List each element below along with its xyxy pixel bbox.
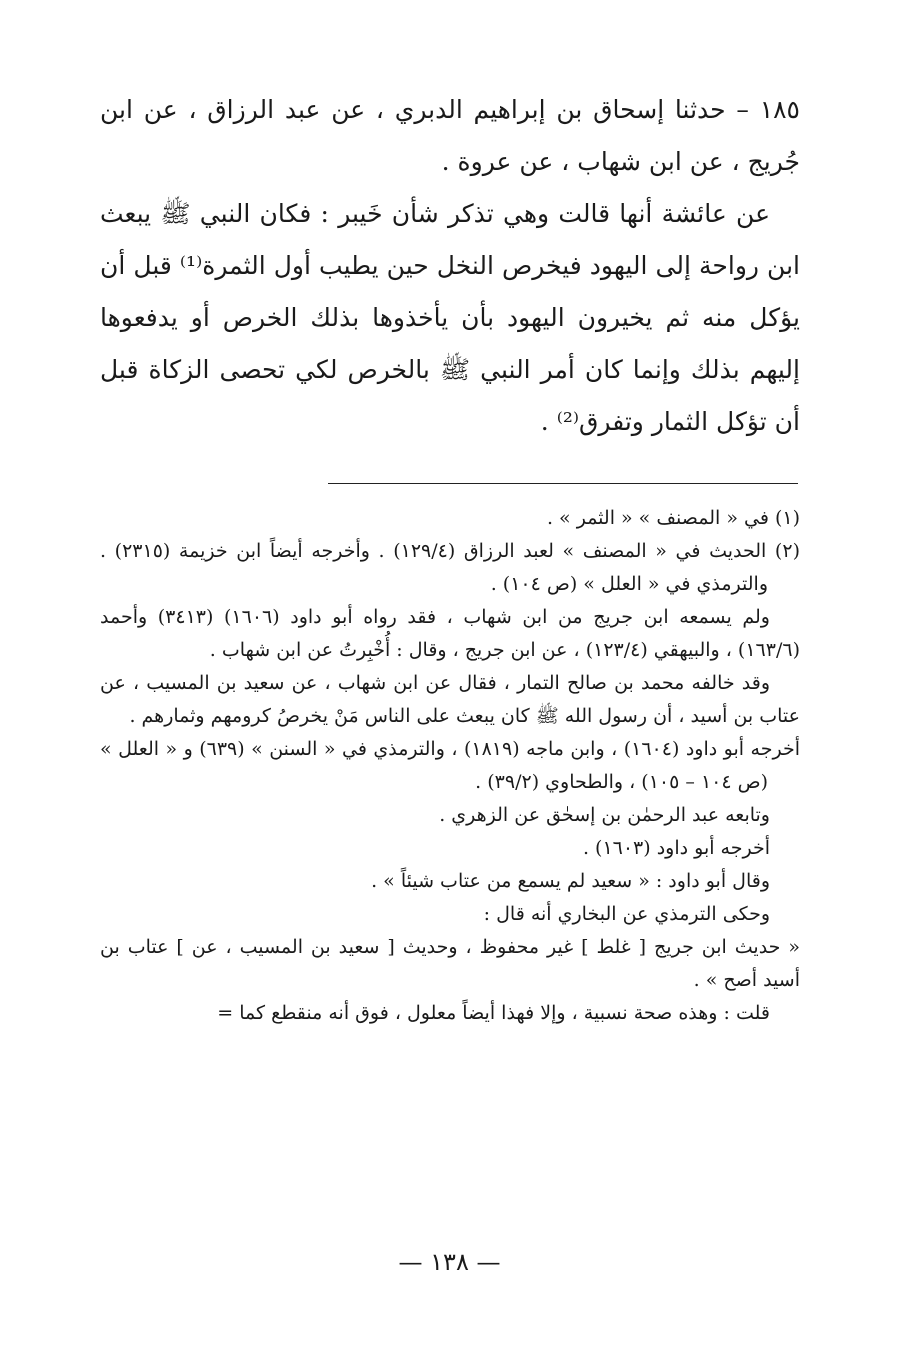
footnote-paragraph: وقد خالفه محمد بن صالح التمار ، فقال عن ابن شهاب ، عن سعيد بن المسيب ، عن عتاب بن أسيد ، أن رسول الله ﷺ كان يبعث على الناس مَنْ يخرصُ كرومهم وثمارهم . (100, 672, 800, 727)
footnote-paragraph: ولم يسمعه ابن جريج من ابن شهاب ، فقد رواه أبو داود (١٦٠٦) (٣٤١٣) وأحمد (١٦٣/٦) ، والبيهقي (١٢٣/٤) ، عن ابن جريج ، وقال : أُخْبِرتُ عن ابن شهاب . (100, 606, 800, 661)
footnote-quote: « حديث ابن جريج [ غلط ] غير محفوظ ، وحديث [ سعيد بن المسيب ، عن ] عتاب بن أسيد أصح » . (100, 936, 800, 991)
footnote-paragraph: أخرجه أبو داود (١٦٠٤) ، وابن ماجه (١٨١٩) ، والترمذي في « السنن » (٦٣٩) و « العلل » (ص ١٠٤ – ١٠٥) ، والطحاوي (٣٩/٢) . (100, 738, 800, 793)
footnote-paragraph: وحكى الترمذي عن البخاري أنه قال : (483, 903, 770, 925)
footnote-separator (328, 483, 798, 484)
hadith-matn: عن عائشة أنها قالت وهي تذكر شأن خَيبر : فكان النبي ﷺ يبعث ابن رواحة إلى اليهود فيخرص النخل حين يطيب أول الثمرة⁽¹⁾ قبل أن يؤكل منه ثم يخيرون اليهود بأن يأخذوها بذلك الخرص أو يدفعوها إليهم بذلك وإنما كان أمر النبي ﷺ بالخرص لكي تحصى الزكاة قبل أن تؤكل الثمار وتفرق⁽²⁾ . (100, 199, 800, 436)
footnote-2: (٢) الحديث في « المصنف » لعبد الرزاق (١٢٩/٤) . وأخرجه أيضاً ابن خزيمة (٢٣١٥) . والترمذي في « العلل » (ص ١٠٤) . (100, 540, 800, 595)
footnote-paragraph: قلت : وهذه صحة نسبية ، وإلا فهذا أيضاً معلول ، فوق أنه منقطع كما = (217, 1002, 770, 1024)
footnote-paragraph: أخرجه أبو داود (١٦٠٣) . (582, 837, 770, 859)
hadith-isnad: ١٨٥ – حدثنا إسحاق بن إبراهيم الدبري ، عن عبد الرزاق ، عن ابن جُريج ، عن ابن شهاب ، عن عروة . (100, 95, 800, 176)
footnotes (100, 502, 800, 1030)
main-text (100, 84, 800, 448)
footnote-paragraph: وقال أبو داود : « سعيد لم يسمع من عتاب شيئاً » . (371, 870, 770, 892)
footnote-paragraph: وتابعه عبد الرحمٰن بن إسحٰق عن الزهري . (439, 804, 770, 826)
page-number: — ١٣٨ — (398, 1248, 501, 1276)
footnote-1: (١) في « المصنف » « الثمر » . (546, 507, 800, 529)
